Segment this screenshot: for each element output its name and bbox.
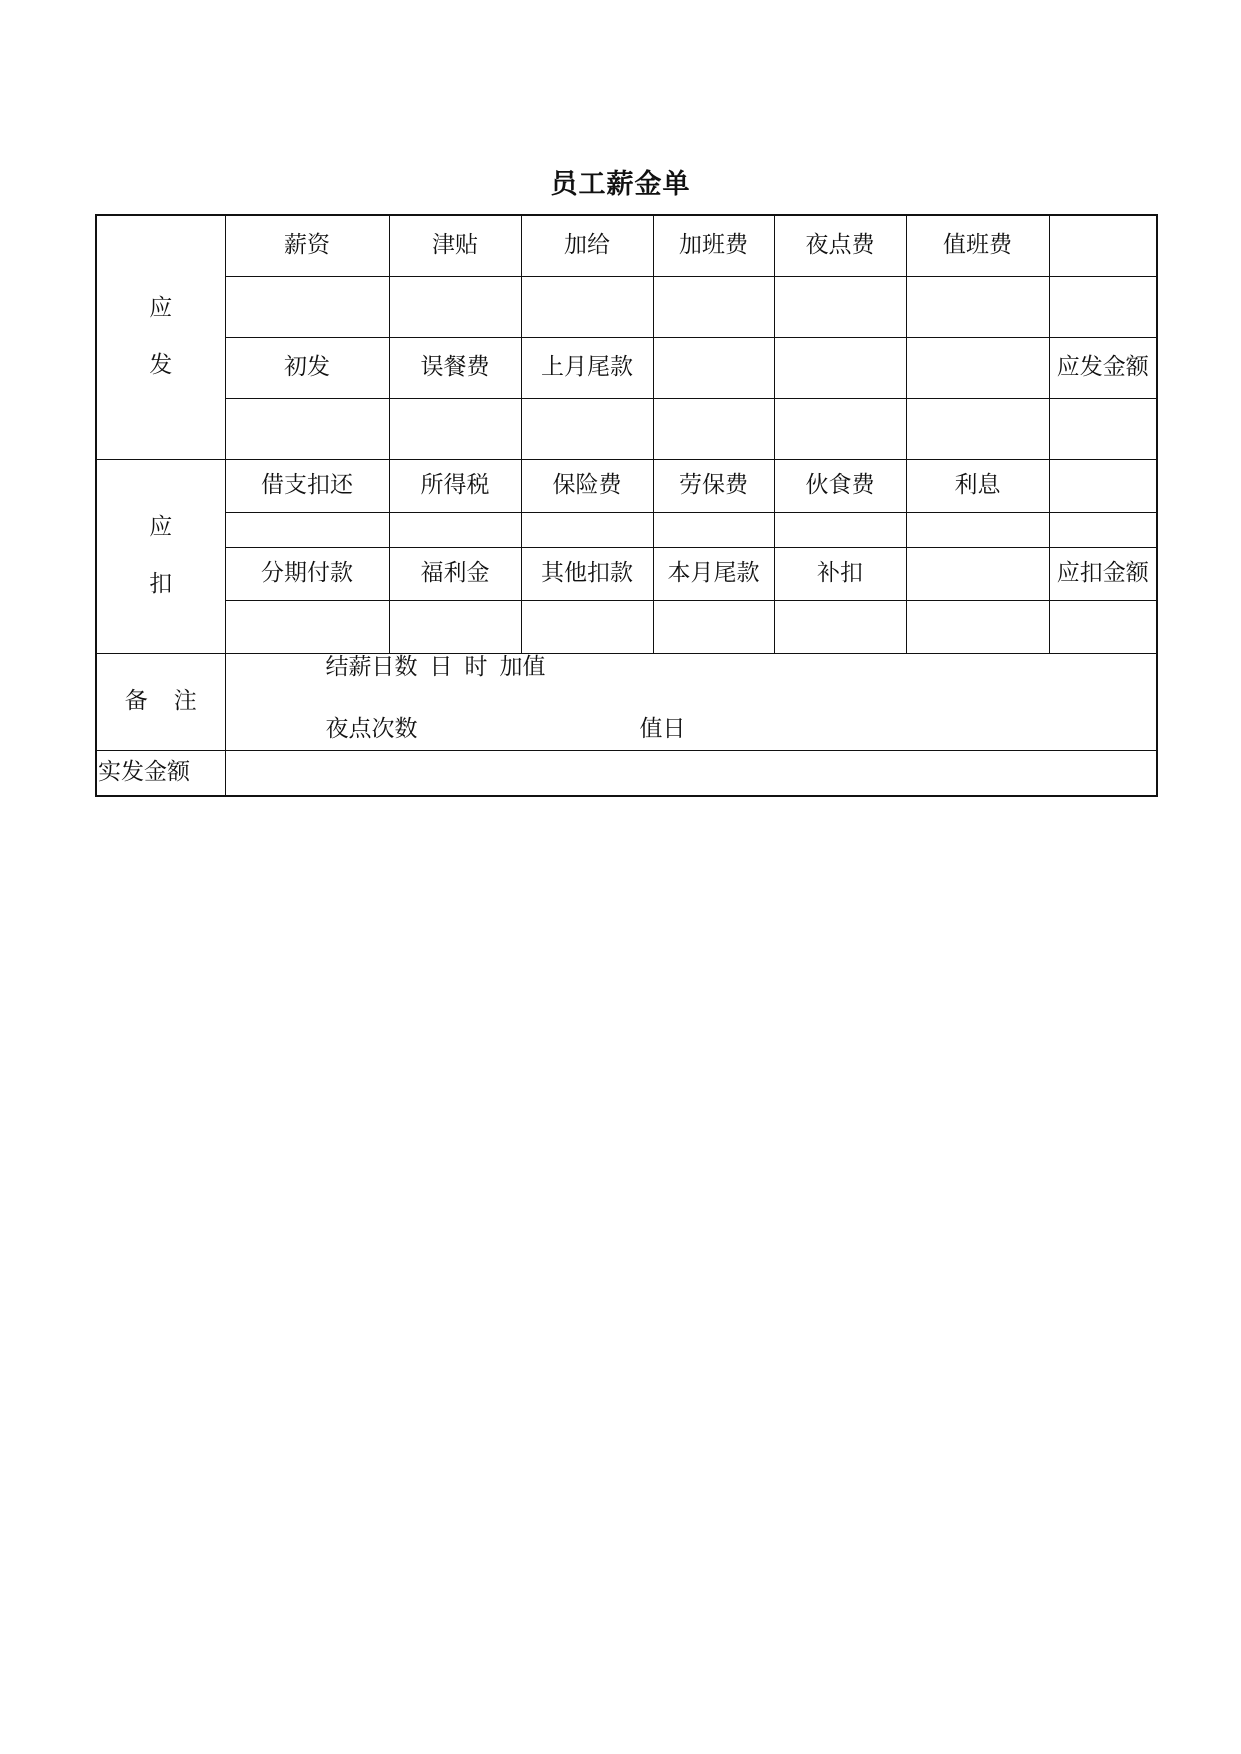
deduction-insurance-header: 保险费: [521, 459, 653, 512]
deduction-advance-repay-header: 借支扣还: [225, 459, 389, 512]
payable-section-label: [96, 215, 225, 459]
remarks-body[interactable]: [225, 653, 1157, 750]
payable-blank-value-2[interactable]: [653, 398, 774, 459]
deduction-income-tax-header: 所得税: [389, 459, 521, 512]
payable-blank-value-3[interactable]: [774, 398, 906, 459]
page-title: 员工薪金单: [550, 169, 691, 200]
deduction-welfare-header: 福利金: [389, 547, 521, 600]
salary-slip-table: [95, 214, 1158, 797]
night-count-label: 夜点次数: [325, 715, 418, 742]
deduction-blank-header-2: [906, 547, 1049, 600]
deduction-installment-header: 分期付款: [225, 547, 389, 600]
deduction-installment-value[interactable]: [225, 600, 389, 653]
settlement-days-label: 结薪日数: [325, 653, 418, 680]
payable-overtime-value[interactable]: [653, 276, 774, 337]
payable-duty-fee-header: 值班费: [906, 215, 1049, 276]
deduction-advance-repay-value[interactable]: [225, 512, 389, 547]
remarks-line-2: [325, 715, 686, 742]
payable-blank-header-2: [653, 337, 774, 398]
payable-total-value[interactable]: [1049, 398, 1157, 459]
deduction-income-tax-value[interactable]: [389, 512, 521, 547]
payable-last-month-balance-header: 上月尾款: [521, 337, 653, 398]
deduction-other-value[interactable]: [521, 600, 653, 653]
payable-label-char-2: 发: [149, 352, 173, 379]
deduction-label-char-1: 应: [149, 514, 173, 540]
payable-blank-header: [1049, 215, 1157, 276]
payable-label-char-1: 应: [149, 295, 173, 322]
remarks-line-1: [325, 653, 546, 680]
payable-blank-header-4: [906, 337, 1049, 398]
actual-amount-value[interactable]: [225, 750, 1157, 796]
payable-salary-value[interactable]: [225, 276, 389, 337]
remarks-label-char-2: 注: [173, 688, 197, 714]
deduction-labor-protection-value[interactable]: [653, 512, 774, 547]
payable-value-row-1: [96, 276, 1157, 337]
deduction-welfare-value[interactable]: [389, 600, 521, 653]
deduction-header-row-2: [96, 547, 1157, 600]
deduction-supplementary-value[interactable]: [774, 600, 906, 653]
payable-salary-header: 薪资: [225, 215, 389, 276]
remarks-label-char-1: 备: [124, 688, 148, 714]
payable-meal-allowance-header: 误餐费: [389, 337, 521, 398]
payable-last-month-balance-value[interactable]: [521, 398, 653, 459]
deduction-total-value[interactable]: [1049, 600, 1157, 653]
payable-allowance-value[interactable]: [389, 276, 521, 337]
deduction-interest-value[interactable]: [906, 512, 1049, 547]
deduction-meal-header: 伙食费: [774, 459, 906, 512]
deduction-this-month-balance-value[interactable]: [653, 600, 774, 653]
payable-duty-fee-value[interactable]: [906, 276, 1049, 337]
payable-bonus-header: 加给: [521, 215, 653, 276]
deduction-label-char-2: 扣: [149, 571, 173, 597]
payable-blank-value[interactable]: [1049, 276, 1157, 337]
payable-total-header: 应发金额: [1049, 337, 1157, 398]
hour-label: 时: [464, 653, 488, 680]
deduction-value-row-1: [96, 512, 1157, 547]
day-label: 日: [429, 653, 453, 680]
deduction-this-month-balance-header: 本月尾款: [653, 547, 774, 600]
deduction-blank-value-2[interactable]: [906, 600, 1049, 653]
payable-header-row-2: [96, 337, 1157, 398]
deduction-blank-header: [1049, 459, 1157, 512]
payable-night-snack-header: 夜点费: [774, 215, 906, 276]
remarks-row: [96, 653, 1157, 750]
payable-value-row-2: [96, 398, 1157, 459]
deduction-blank-value[interactable]: [1049, 512, 1157, 547]
deduction-other-header: 其他扣款: [521, 547, 653, 600]
deduction-interest-header: 利息: [906, 459, 1049, 512]
actual-amount-label: 实发金额: [96, 750, 225, 796]
deduction-section-label: [96, 459, 225, 653]
bonus-value-label: 加值: [499, 653, 546, 680]
deduction-value-row-2: [96, 600, 1157, 653]
payable-night-snack-value[interactable]: [774, 276, 906, 337]
remarks-label: [96, 653, 225, 750]
deduction-header-row: [96, 459, 1157, 512]
actual-amount-row: [96, 750, 1157, 796]
payable-allowance-header: 津贴: [389, 215, 521, 276]
payable-blank-value-4[interactable]: [906, 398, 1049, 459]
deduction-supplementary-header: 补扣: [774, 547, 906, 600]
deduction-labor-protection-header: 劳保费: [653, 459, 774, 512]
payable-initial-header: 初发: [225, 337, 389, 398]
deduction-meal-value[interactable]: [774, 512, 906, 547]
payable-blank-header-3: [774, 337, 906, 398]
payable-meal-allowance-value[interactable]: [389, 398, 521, 459]
payable-bonus-value[interactable]: [521, 276, 653, 337]
payable-initial-value[interactable]: [225, 398, 389, 459]
deduction-total-header: 应扣金额: [1049, 547, 1157, 600]
payable-header-row: [96, 215, 1157, 276]
duty-day-label: 值日: [639, 715, 686, 742]
deduction-insurance-value[interactable]: [521, 512, 653, 547]
payable-overtime-header: 加班费: [653, 215, 774, 276]
